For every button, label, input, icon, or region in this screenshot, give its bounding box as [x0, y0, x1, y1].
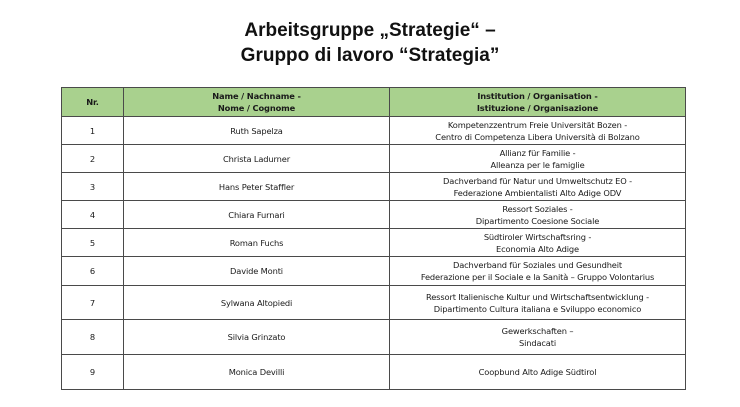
cell-name: Roman Fuchs [124, 229, 390, 257]
institution-line1: Südtiroler Wirtschaftsring - [483, 231, 592, 242]
header-institution-line2: Istituzione / Organisazione [476, 103, 599, 113]
institution-line2: Economia Alto Adige [496, 243, 579, 254]
cell-name: Ruth Sapelza [124, 117, 390, 145]
institution-line2: Alleanza per le famiglie [490, 159, 585, 170]
header-institution-line1: Institution / Organisation - [477, 91, 598, 101]
institution-line1: Dachverband für Soziales und Gesundheit [452, 260, 623, 270]
cell-institution [390, 145, 686, 173]
table-row [62, 320, 686, 355]
cell-institution [390, 201, 686, 229]
institution-line1: Kompetenzzentrum Freie Universität Bozen - [447, 119, 628, 130]
cell-institution [390, 320, 686, 355]
title-line-italian: Gruppo di lavoro “Strategia” [240, 45, 500, 66]
members-table [61, 87, 686, 390]
table-header-row [62, 88, 686, 117]
table-row [62, 355, 686, 390]
cell-institution [390, 286, 686, 320]
cell-institution [390, 173, 686, 201]
cell-institution [390, 229, 686, 257]
institution-line2: Centro di Competenza Libera Università di Bolzano [435, 131, 640, 142]
header-name [124, 88, 390, 117]
header-institution [390, 88, 686, 117]
cell-nr: 9 [62, 355, 124, 390]
table-row [62, 117, 686, 145]
cell-nr: 6 [62, 257, 124, 286]
table-row [62, 286, 686, 320]
table-row [62, 145, 686, 173]
cell-nr: 7 [62, 286, 124, 320]
institution-line1: Ressort Soziales - [502, 203, 573, 214]
cell-nr: 2 [62, 145, 124, 173]
cell-name: Monica Devilli [124, 355, 390, 390]
cell-name: Sylwana Altopiedi [124, 286, 390, 320]
table-row [62, 201, 686, 229]
header-name-line1: Name / Nachname - [212, 91, 301, 101]
institution-line2: Federazione per il Sociale e la Sanità – Gruppo Volontarius [420, 272, 655, 282]
institution-line2: Federazione Ambientalisti Alto Adige ODV [453, 187, 622, 198]
institution-line1: Gewerkschaften – [501, 326, 574, 336]
cell-institution [390, 257, 686, 286]
page-title [0, 18, 740, 68]
header-name-line2: Nome / Cognome [217, 103, 296, 113]
institution-line1: Dachverband für Natur und Umweltschutz EO - [443, 175, 632, 186]
cell-nr: 4 [62, 201, 124, 229]
header-nr: Nr. [62, 88, 124, 117]
cell-name: Christa Ladurner [124, 145, 390, 173]
table-row [62, 257, 686, 286]
cell-name: Chiara Furnari [124, 201, 390, 229]
cell-institution [390, 355, 686, 390]
institution-line2: Sindacati [518, 338, 557, 348]
cell-nr: 3 [62, 173, 124, 201]
institution-line2: Dipartimento Cultura italiana e Sviluppo economico [433, 303, 642, 314]
cell-nr: 5 [62, 229, 124, 257]
cell-institution [390, 117, 686, 145]
institution-line1: Coopbund Alto Adige Südtirol [478, 367, 597, 377]
institution-line1: Allianz für Familie - [499, 147, 576, 158]
cell-name: Silvia Grinzato [124, 320, 390, 355]
cell-nr: 8 [62, 320, 124, 355]
table-row [62, 173, 686, 201]
institution-line1: Ressort Italienische Kultur und Wirtschaftsentwicklung - [425, 291, 649, 302]
cell-name: Hans Peter Staffler [124, 173, 390, 201]
institution-line2: Dipartimento Coesione Sociale [475, 215, 600, 226]
title-line-german: Arbeitsgruppe „Strategie“ – [244, 20, 496, 41]
cell-nr: 1 [62, 117, 124, 145]
table-row [62, 229, 686, 257]
cell-name: Davide Monti [124, 257, 390, 286]
